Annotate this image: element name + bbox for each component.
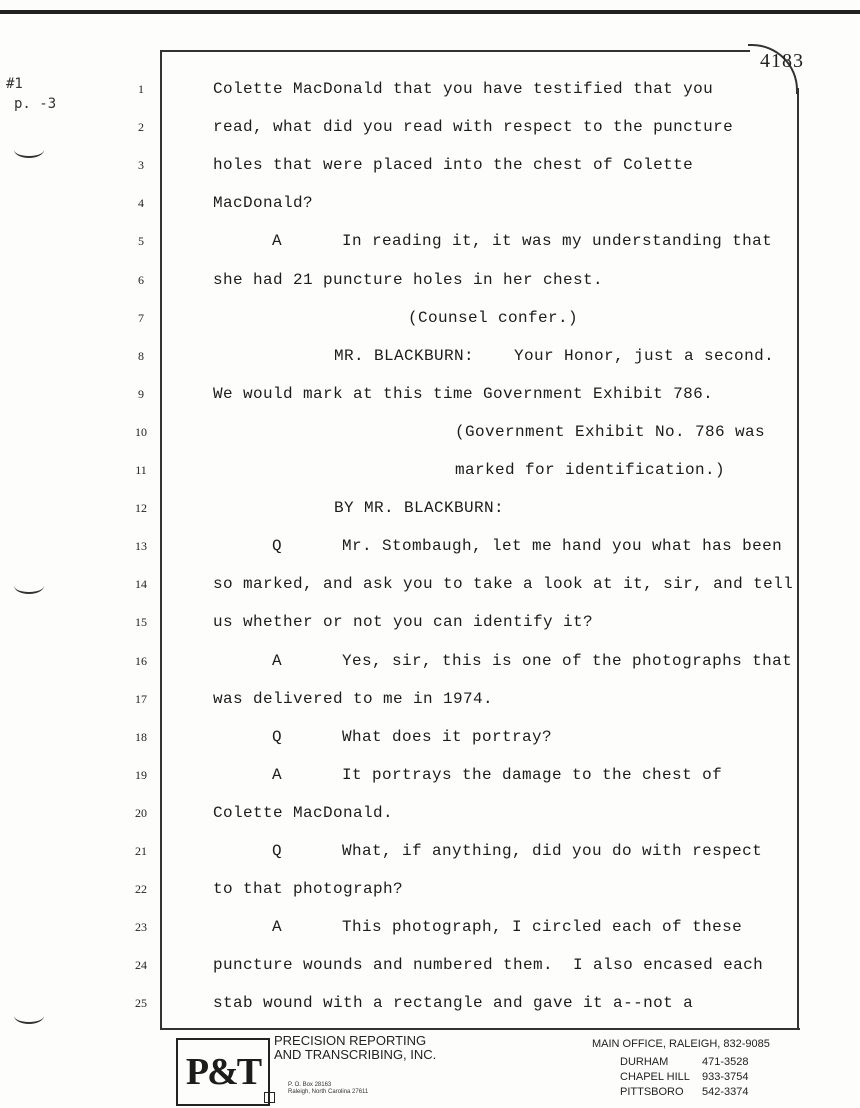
line-number: 7: [138, 311, 144, 325]
transcript-line: holes that were placed into the chest of Colette: [213, 156, 694, 174]
line-number: 9: [138, 387, 144, 401]
office-city: PITTSBORO: [620, 1086, 684, 1098]
line-number: 22: [135, 882, 147, 896]
transcript-line: (Government Exhibit No. 786 was: [455, 423, 766, 441]
line-number: 25: [135, 996, 147, 1010]
line-number: 5: [138, 234, 144, 248]
transcript-line: A This photograph, I circled each of these: [272, 918, 743, 936]
transcript-line: We would mark at this time Government Exhibit 786.: [213, 385, 714, 403]
company-address: [288, 1082, 368, 1096]
transcript-line: BY MR. BLACKBURN:: [334, 499, 505, 517]
transcript-line: read, what did you read with respect to the puncture: [213, 118, 734, 136]
line-number: 6: [138, 273, 144, 287]
company-logo: P&T: [176, 1038, 270, 1106]
margin-note-page: p. -3: [14, 96, 57, 112]
office-city: CHAPEL HILL: [620, 1071, 690, 1083]
logo-square-mark: [264, 1092, 275, 1103]
office-city: DURHAM: [620, 1056, 669, 1068]
line-number: 23: [135, 920, 147, 934]
transcript-line: to that photograph?: [213, 880, 404, 898]
transcript-line: us whether or not you can identify it?: [213, 613, 594, 631]
transcript-line: Q What, if anything, did you do with respect: [272, 842, 763, 860]
transcript-line: A It portrays the damage to the chest of: [272, 766, 723, 784]
office-phone: 933-3754: [702, 1071, 749, 1083]
binding-mark: [14, 578, 44, 594]
office-phone: 542-3374: [702, 1086, 749, 1098]
page-number: 4183: [760, 50, 804, 72]
margin-note-tape: #1: [6, 76, 23, 92]
line-number: 2: [138, 120, 144, 134]
transcript-line: A Yes, sir, this is one of the photographs that: [272, 652, 793, 670]
transcript-line: Colette MacDonald that you have testified that you: [213, 80, 714, 98]
company-name-line2: AND TRANSCRIBING, INC.: [274, 1047, 437, 1062]
transcript-line: A In reading it, it was my understanding that: [272, 232, 773, 250]
top-rule: [0, 10, 860, 14]
line-number: 3: [138, 158, 144, 172]
line-number: 17: [135, 692, 147, 706]
transcript-line: stab wound with a rectangle and gave it a--not a: [213, 994, 694, 1012]
company-name: [274, 1034, 436, 1062]
office-phone: 471-3528: [702, 1056, 749, 1068]
line-number: 16: [135, 654, 147, 668]
line-number: 14: [135, 577, 147, 591]
line-number: 24: [135, 958, 147, 972]
transcript-line: so marked, and ask you to take a look at it, sir, and tell: [213, 575, 794, 593]
address-line2: Raleigh, North Carolina 27611: [288, 1089, 369, 1095]
footer: [160, 1032, 800, 1108]
transcript-line: MacDonald?: [213, 194, 314, 212]
line-number: 8: [138, 349, 144, 363]
line-number: 18: [135, 730, 147, 744]
transcript-line: was delivered to me in 1974.: [213, 690, 494, 708]
transcript-line: she had 21 puncture holes in her chest.: [213, 271, 604, 289]
transcript-line: MR. BLACKBURN: Your Honor, just a second.: [334, 347, 775, 365]
frame-top-border: [160, 50, 750, 52]
transcript-line: puncture wounds and numbered them. I also encased each: [213, 956, 764, 974]
transcript-line: Q What does it portray?: [272, 728, 553, 746]
line-number: 20: [135, 806, 147, 820]
transcript-line: marked for identification.): [455, 461, 726, 479]
line-number: 11: [135, 463, 147, 477]
line-number: 13: [135, 539, 147, 553]
line-number: 12: [135, 501, 147, 515]
transcript-line: Q Mr. Stombaugh, let me hand you what has been: [272, 537, 783, 555]
binding-mark: [14, 142, 44, 158]
line-number: 1: [138, 82, 144, 96]
frame-right-border: [797, 88, 799, 1029]
transcript-line: Colette MacDonald.: [213, 804, 394, 822]
address-line1: P. O. Box 28163: [288, 1082, 332, 1088]
binding-mark: [14, 1008, 44, 1024]
line-number: 4: [138, 196, 144, 210]
main-office: MAIN OFFICE, RALEIGH, 832-9085: [592, 1038, 770, 1050]
line-number: 10: [135, 425, 147, 439]
line-number: 21: [135, 844, 147, 858]
line-number: 19: [135, 768, 147, 782]
transcript-line: (Counsel confer.): [408, 309, 579, 327]
line-number: 15: [135, 615, 147, 629]
company-name-line1: PRECISION REPORTING: [274, 1033, 427, 1048]
